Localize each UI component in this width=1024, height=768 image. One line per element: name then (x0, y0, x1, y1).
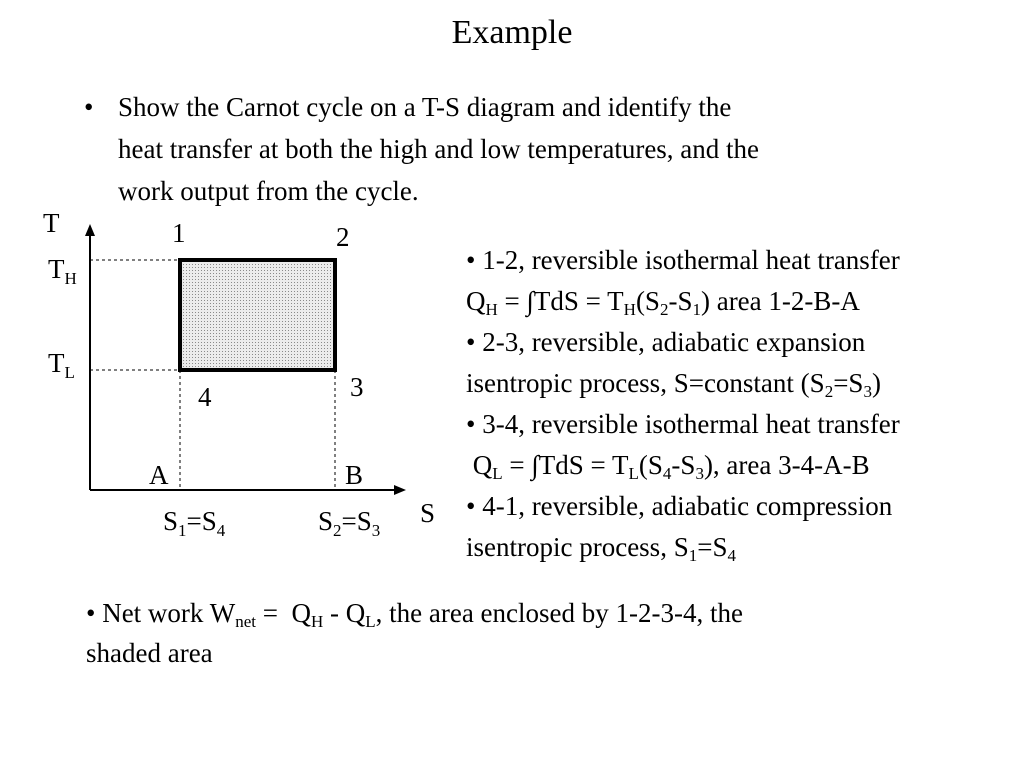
point-3-label: 3 (350, 372, 364, 402)
process-list (466, 240, 900, 568)
net-work-line-1: • Net work $W_{net} = Q_H - Q_L$, the area enclosed by 1-2-3-4, the (86, 598, 743, 631)
process-4-1-equation: isentropic process, $S_1=S_4$ (466, 532, 736, 565)
point-b-label: B (345, 460, 364, 490)
bullet-dot: • (84, 92, 94, 122)
s1-s4-label: $S_1=S_4$ (163, 506, 226, 540)
intro-line-3: work output from the cycle. (118, 176, 419, 206)
process-2-3-equation: isentropic process, S=constant $(S_2=S_3)$ (466, 368, 881, 401)
s-axis-label: S (420, 498, 436, 528)
net-work-note (86, 593, 743, 673)
tl-label: $T_L$ (48, 348, 75, 382)
s-axis-arrow (394, 485, 406, 495)
slide-title: Example (451, 14, 573, 51)
intro-line-2: heat transfer at both the high and low temperatures, and the (118, 134, 760, 164)
intro-line-1: Show the Carnot cycle on a T-S diagram and identify the (118, 92, 732, 122)
cycle-shaded-area (180, 260, 335, 370)
process-1-2-title: • 1-2, reversible isothermal heat transfer (466, 245, 900, 275)
point-4-label: 4 (198, 382, 212, 412)
th-label: $T_H$ (48, 254, 77, 288)
net-work-line-2: shaded area (86, 638, 213, 668)
point-1-label: 1 (172, 218, 186, 248)
t-axis-arrow (85, 224, 95, 236)
point-2-label: 2 (336, 222, 350, 252)
process-4-1-title: • 4-1, reversible, adiabatic compression (466, 491, 893, 521)
process-3-4-title: • 3-4, reversible isothermal heat transfer (466, 409, 900, 439)
t-axis-label: T (43, 208, 60, 238)
s2-s3-label: $S_2=S_3$ (318, 506, 381, 540)
process-1-2-equation: $Q_H = \int TdS = T_H(S_2-S_1)$ area 1-2-B-A (466, 286, 860, 319)
process-2-3-title: • 2-3, reversible, adiabatic expansion (466, 327, 866, 357)
point-a-label: A (149, 460, 169, 490)
process-3-4-equation: $Q_L = \int TdS = T_L(S_4-S_3)$, area 3-4-A-B (466, 450, 870, 483)
